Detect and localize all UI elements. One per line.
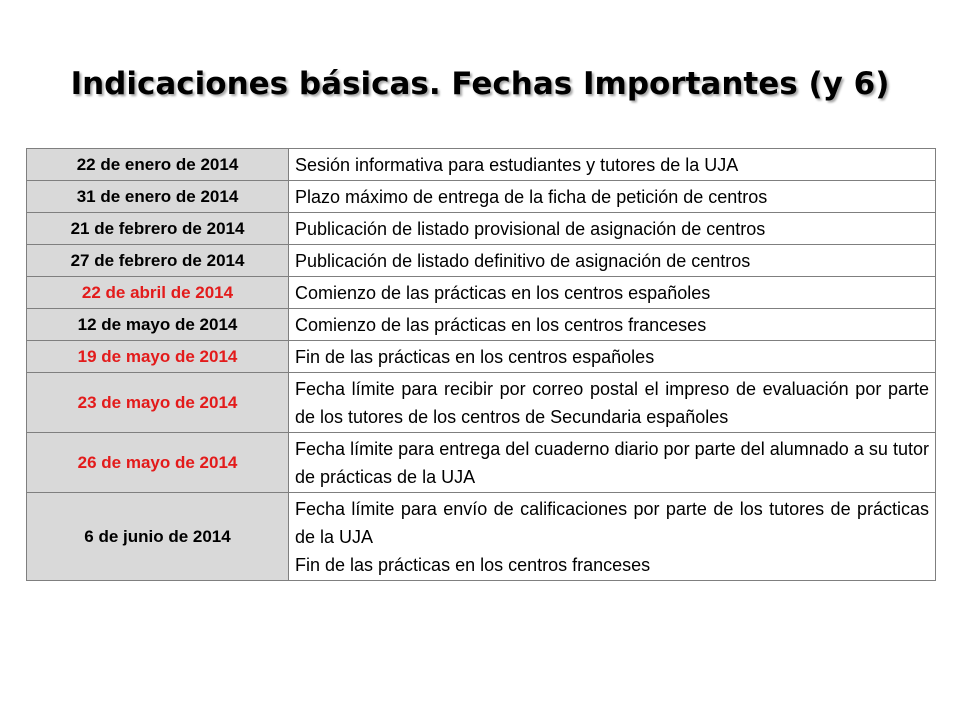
table-row	[27, 181, 936, 213]
description-text: Comienzo de las prácticas en los centros franceses	[295, 315, 707, 335]
description-cell	[289, 341, 936, 373]
description-text: Fecha límite para envío de calificaciones por parte de los tutores de prácticas de la UJA	[295, 499, 929, 547]
description-cell	[289, 373, 936, 433]
table-row	[27, 341, 936, 373]
table-row	[27, 433, 936, 493]
date-cell: 22 de abril de 2014	[27, 277, 289, 309]
description-text: Fecha límite para entrega del cuaderno diario por parte del alumnado a su tutor de prácticas de la UJA	[295, 439, 929, 487]
description-text: Publicación de listado definitivo de asignación de centros	[295, 251, 751, 271]
date-cell: 23 de mayo de 2014	[27, 373, 289, 433]
description-text: Plazo máximo de entrega de la ficha de petición de centros	[295, 187, 768, 207]
description-cell	[289, 277, 936, 309]
description-cell	[289, 433, 936, 493]
date-cell: 19 de mayo de 2014	[27, 341, 289, 373]
date-cell: 26 de mayo de 2014	[27, 433, 289, 493]
dates-table-body	[27, 149, 936, 581]
date-cell: 21 de febrero de 2014	[27, 213, 289, 245]
table-row	[27, 149, 936, 181]
description-text: Fecha límite para recibir por correo postal el impreso de evaluación por parte de los tutores de los centros de Secundaria españoles	[295, 379, 929, 427]
table-row	[27, 493, 936, 581]
table-row	[27, 277, 936, 309]
table-row	[27, 373, 936, 433]
description-cell	[289, 309, 936, 341]
table-row	[27, 213, 936, 245]
description-text: Publicación de listado provisional de asignación de centros	[295, 219, 766, 239]
description-cell	[289, 213, 936, 245]
table-row	[27, 309, 936, 341]
important-dates-table	[26, 148, 936, 581]
date-cell: 6 de junio de 2014	[27, 493, 289, 581]
date-cell: 27 de febrero de 2014	[27, 245, 289, 277]
description-text: Sesión informativa para estudiantes y tutores de la UJA	[295, 155, 739, 175]
description-cell	[289, 181, 936, 213]
description-text: Fin de las prácticas en los centros franceses	[295, 555, 651, 575]
description-text: Comienzo de las prácticas en los centros españoles	[295, 283, 711, 303]
description-cell	[289, 493, 936, 581]
table-row	[27, 245, 936, 277]
description-text: Fin de las prácticas en los centros españoles	[295, 347, 655, 367]
description-cell	[289, 149, 936, 181]
description-cell	[289, 245, 936, 277]
date-cell: 12 de mayo de 2014	[27, 309, 289, 341]
date-cell: 31 de enero de 2014	[27, 181, 289, 213]
page-title: Indicaciones básicas. Fechas Importantes (y 6)	[70, 66, 890, 102]
date-cell: 22 de enero de 2014	[27, 149, 289, 181]
